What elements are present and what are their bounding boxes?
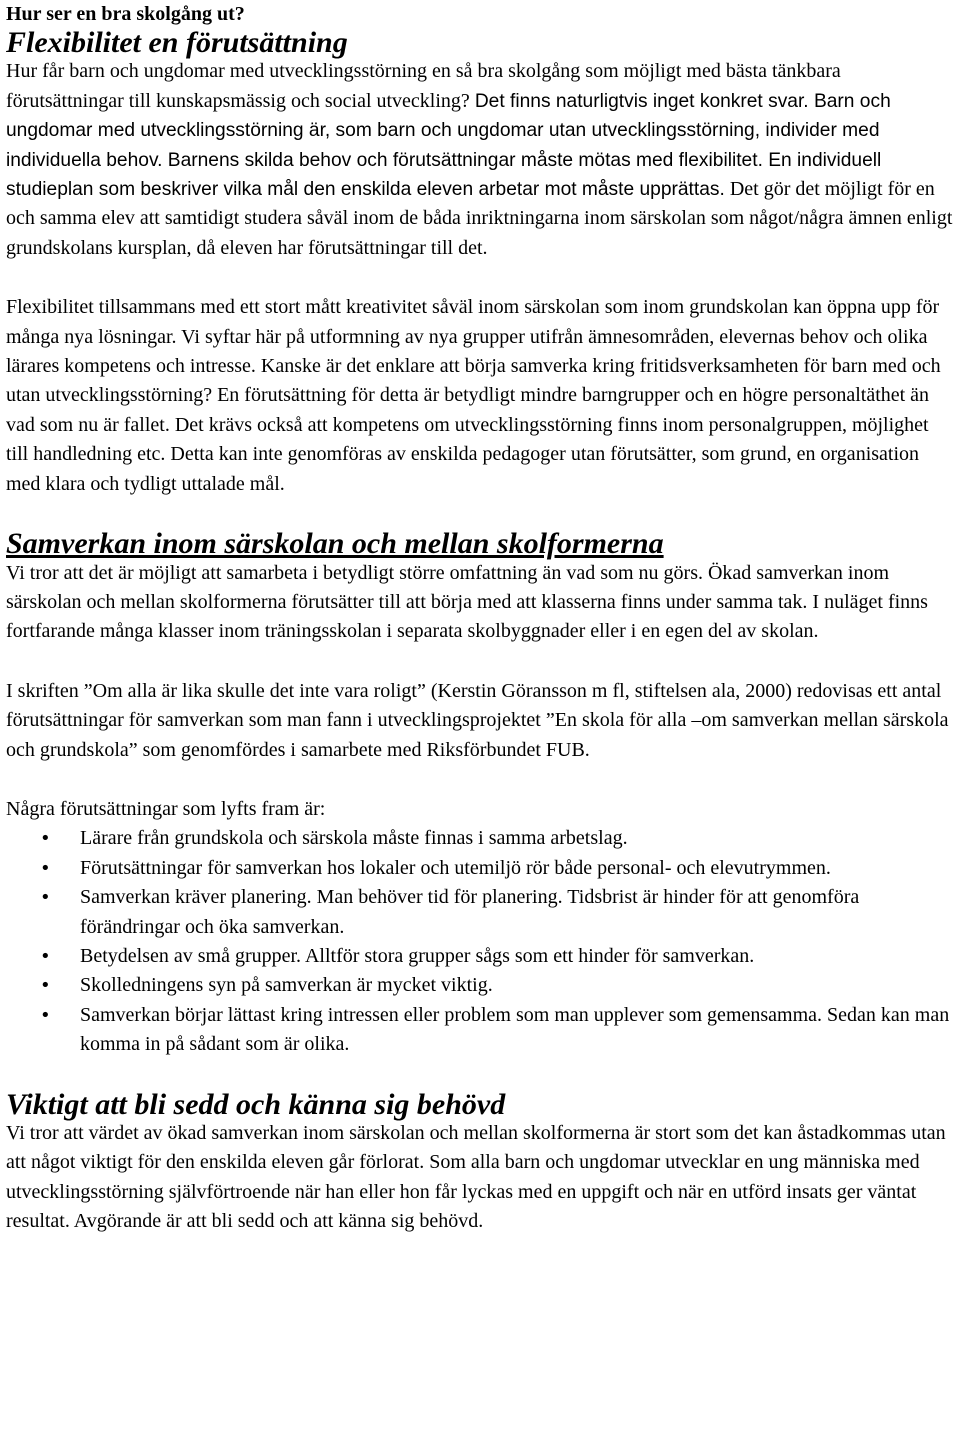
prerequisites-list (6, 824, 954, 1059)
bullet-icon: • (40, 945, 51, 967)
list-item-text: Lärare från grundskola och särskola måste finnas i samma arbetslag. (80, 827, 628, 850)
paragraph-flexibility-2: Flexibilitet tillsammans med ett stort mått kreativitet såväl inom särskolan som inom grundskolan kan öppna upp för många nya lösningar. Vi syftar här på utformning av nya grupper utifrån ämnesområden, elevernas behov och olika lärares kompetens och intresse. Kanske är det enklare att börja samverka kring fritidsverksamheten för barn med och utan utvecklingsstörning? En förutsättning för detta är betydligt mindre barngrupper och en högre personaltäthet än vad som nu är fallet. Det krävs också att kompetens om utvecklingsstörning finns inom personalgruppen, möjlighet till handledning etc. Detta kan inte genomföras av enskilda pedagoger utan förutsätter, som grund, en organisation med klara och tydligt uttalade mål. (6, 296, 941, 495)
section-heading-being-seen: Viktigt att bli sedd och känna sig behövd (6, 1087, 506, 1121)
list-item-text: Skolledningens syn på samverkan är mycket viktig. (80, 974, 493, 997)
paragraph-spacer (6, 1060, 954, 1090)
list-item-text: Förutsättningar för samverkan hos lokaler och utemiljö rör både personal- och elevutrymmen. (80, 856, 831, 879)
paragraph-collaboration-1: Vi tror att det är möjligt att samarbeta i betydligt större omfattning än vad som nu görs. Ökad samverkan inom särskolan och mellan skolformerna förutsätter till att börja med att klasserna finns under samma tak. I nuläget finns fortfarande många klasser inom träningsskolan i separata skolbyggnader eller i en egen del av skolan. (6, 561, 928, 643)
list-item-text: Betydelsen av små grupper. Alltför stora grupper sågs som ett hinder för samverkan. (80, 944, 755, 967)
bullet-icon: • (40, 828, 51, 850)
list-item (6, 854, 954, 883)
list-item-text: Samverkan börjar lättast kring intressen eller problem som man upplever som gemensamma. Sedan kan man komma in på sådant som är olika. (80, 1003, 950, 1056)
list-intro: Några förutsättningar som lyfts fram är: (6, 797, 326, 820)
bullet-icon: • (40, 975, 51, 997)
section-heading-flexibility: Flexibilitet en förutsättning (6, 26, 348, 59)
bullet-icon: • (40, 857, 51, 879)
bullet-icon: • (40, 887, 51, 909)
paragraph-segment-serif: Hur får barn och ungdomar med utvecklingsstörning en så bra skolgång som möjligt med bästa tänkbara förutsättningar till kunskapsmässig och social utveckling? (6, 60, 841, 112)
paragraph-spacer (6, 765, 954, 795)
list-item-text: Samverkan kräver planering. Man behöver tid för planering. Tidsbrist är hinder för att genomföra förändringar och öka samverkan. (80, 886, 860, 938)
paragraph-flexibility-1 (6, 57, 954, 263)
paragraph-spacer (6, 263, 954, 293)
list-item (6, 942, 954, 971)
list-item (6, 971, 954, 1000)
paragraph-segment-sans: Det finns naturligtvis inget konkret svar. Barn och ungdomar med utvecklingsstörning är, som barn och ungdomar utan utvecklingsstörning, individer med individuella behov. Barnens skilda behov och förutsättningar måste mötas med flexibilitet. En individuell studieplan som beskriver vilka mål den enskilda eleven arbetar mot måste upprättas. (6, 90, 891, 201)
paragraph-spacer (6, 647, 954, 677)
paragraph-segment-serif: Det gör det möjligt för en och samma elev att samtidigt studera såväl inom de båda inriktningarna inom särskolan som något/några ämnen enligt grundskolans kursplan, då eleven har förutsättningar till det. (6, 178, 953, 259)
paragraph-being-seen: Vi tror att värdet av ökad samverkan inom särskolan och mellan skolformerna är stort som det kan åstadkommas utan att något viktigt för den enskilda eleven går förlorat. Som alla barn och ungdomar utvecklar en ung människa med utvecklingsstörning självförtroende när han eller hon får lyckas med en uppgift och när en utförd insats ger väntat resultat. Avgörande är att bli sedd och att känna sig behövd. (6, 1122, 946, 1233)
paragraph-spacer (6, 499, 954, 529)
section-heading-collaboration: Samverkan inom särskolan och mellan skolformerna (6, 527, 664, 561)
page-title: Hur ser en bra skolgång ut? (6, 3, 245, 25)
list-item (6, 1001, 954, 1060)
paragraph-collaboration-2: I skriften ”Om alla är lika skulle det inte vara roligt” (Kerstin Göransson m fl, stiftelsen ala, 2000) redovisas ett antal förutsättningar för samverkan som man fann i utvecklingsprojektet ”En skola för alla –om samverkan mellan särskola och grundskola” som genomfördes i samarbete med Riksförbundet FUB. (6, 679, 949, 761)
list-item (6, 824, 954, 853)
bullet-icon: • (40, 1004, 51, 1026)
list-item (6, 883, 954, 942)
